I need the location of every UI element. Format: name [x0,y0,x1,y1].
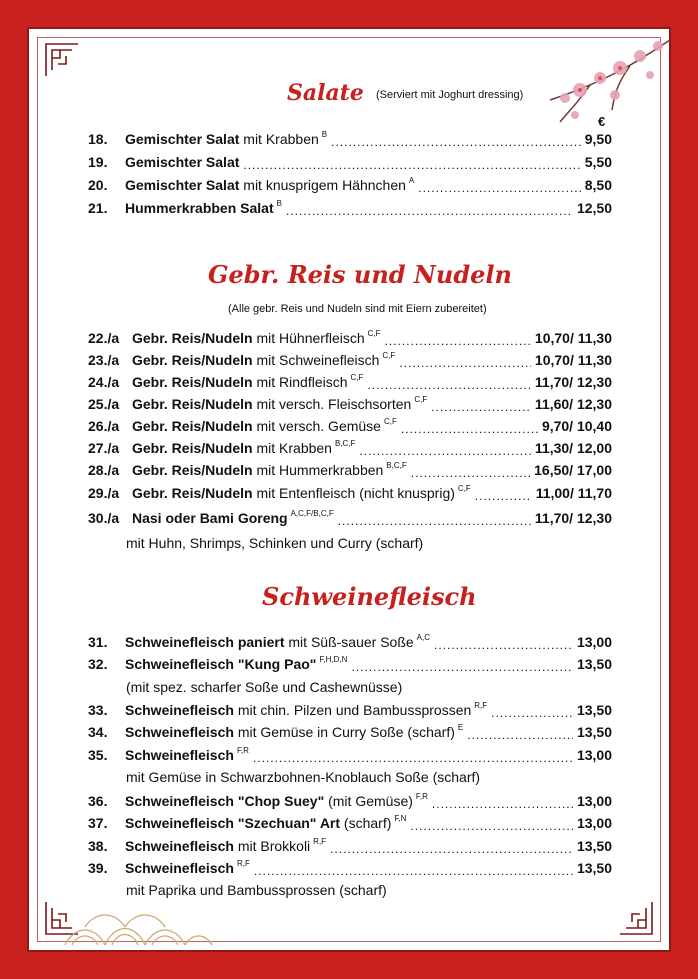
item-name: Gebr. Reis/Nudeln [132,330,253,346]
menu-item-row [88,350,612,370]
menu-item-row [88,438,612,458]
item-name: Schweinefleisch [125,724,234,740]
allergen-codes: A,C [416,633,430,642]
item-price: 16,50/ 17,00 [534,462,612,478]
item-description [132,394,427,414]
item-number: 24./a [88,374,120,390]
item-30-description: mit Huhn, Shrimps, Schinken und Curry (scharf) [126,535,424,551]
item-description [125,745,249,765]
item-price: 11,60/ 12,30 [534,396,612,412]
menu-item-row [88,791,612,811]
menu-item-row [88,745,612,765]
menu-item-row [88,416,612,436]
menu-item-row [88,152,612,172]
dot-leader [351,654,573,674]
allergen-codes: C,F [350,373,364,382]
item-detail: mit Krabben [239,131,319,147]
item-description [125,175,414,195]
item-price: 11,30/ 12,00 [534,440,612,456]
item-description [125,152,239,172]
dot-leader [254,858,573,878]
item-price: 11,70/ 12,30 [534,374,612,390]
dot-leader [253,745,573,765]
item-detail: mit Rindfleisch [252,374,348,390]
item-number: 36. [88,793,108,809]
dot-leader [399,350,531,370]
item-detail: mit Schweinefleisch [252,352,380,368]
dot-leader [432,791,573,811]
dot-leader [286,198,573,218]
item-name: Schweinefleisch "Kung Pao" [125,656,317,672]
item-detail: mit versch. Gemüse [252,418,381,434]
item-price: 13,00 [576,815,612,831]
item-price: 5,50 [584,154,612,170]
section-title-schwein: Schweinefleisch [262,582,477,611]
item-number: 28./a [88,462,120,478]
item-description [132,460,407,480]
item-number: 32. [88,656,108,672]
item-detail: mit Brokkoli [233,838,311,854]
item-detail: (mit Gemüse) [324,793,413,809]
item-price: 13,50 [576,702,612,718]
allergen-codes: A,C,F/B,C,F [290,509,334,518]
item-number: 26./a [88,418,120,434]
item-price: 8,50 [584,177,612,193]
wave-ornament-icon [60,905,220,950]
item-detail: mit Hühnerfleisch [252,330,365,346]
item-name: Gemischter Salat [125,131,240,147]
menu-item-row [88,700,612,720]
item-description [125,813,406,833]
item-name: Gemischter Salat [125,154,240,170]
item-name: Nasi oder Bami Goreng [132,510,288,526]
item-name: Gebr. Reis/Nudeln [132,352,253,368]
allergen-codes: F,N [394,814,407,823]
item-name: Gebr. Reis/Nudeln [132,440,253,456]
menu-item-row [88,722,612,742]
item-description [125,654,347,674]
dot-leader [338,508,531,528]
item-number: 20. [88,177,108,193]
dot-leader [418,175,580,195]
item-name: Schweinefleisch [125,838,234,854]
dot-leader [475,483,532,503]
allergen-codes: F,R [236,746,249,755]
item-number: 37. [88,815,108,831]
item-price: 11,70/ 12,30 [534,510,612,526]
item-price: 13,50 [576,838,612,854]
item-description [125,198,282,218]
item-price: 9,50 [584,131,612,147]
item-number: 38. [88,838,108,854]
item-description [132,416,397,436]
allergen-codes: B,C,F [386,461,407,470]
item-number: 33. [88,702,108,718]
section-note-reis: (Alle gebr. Reis und Nudeln sind mit Eiern zubereitet) [228,303,487,315]
allergen-codes: F,R [415,792,428,801]
currency-label: € [598,114,606,129]
allergen-codes: C,F [382,351,396,360]
item-name: Schweinefleisch [125,702,234,718]
item-name: Gebr. Reis/Nudeln [132,374,253,390]
item-35-description: mit Gemüse in Schwarzbohnen-Knoblauch Soße (scharf) [126,769,481,785]
item-number: 25./a [88,396,120,412]
dot-leader [367,372,531,392]
menu-item-row [88,836,612,856]
menu-item-row [88,483,612,503]
allergen-codes: F,H,D,N [319,655,348,664]
cherry-blossom-icon [520,30,670,130]
item-number: 39. [88,860,108,876]
item-price: 9,70/ 10,40 [541,418,612,434]
item-name: Schweinefleisch "Chop Suey" [125,793,325,809]
section-title-salate: Salate [287,80,364,106]
item-name: Gebr. Reis/Nudeln [132,462,253,478]
item-description [132,350,395,370]
item-detail: mit chin. Pilzen und Bambussprossen [233,702,472,718]
item-description [132,372,363,392]
item-detail: (scharf) [340,815,392,831]
item-number: 35. [88,747,108,763]
item-32-description: (mit spez. scharfer Soße und Cashewnüsse) [126,679,403,695]
dot-leader [330,836,573,856]
menu-item-row [88,460,612,480]
item-detail: mit Gemüse in Curry Soße (scharf) [233,724,455,740]
item-description [132,483,471,503]
item-detail: mit Süß-sauer Soße [284,634,414,650]
dot-leader [243,152,580,172]
item-description [132,328,381,348]
item-name: Schweinefleisch [125,860,234,876]
menu-item-row [88,508,612,528]
allergen-codes: C,F [414,395,428,404]
item-description [125,632,430,652]
item-price: 10,70/ 11,30 [534,330,612,346]
menu-item-row [88,372,612,392]
item-number: 30./a [88,510,120,526]
item-detail: mit Krabben [252,440,332,456]
corner-ornament-icon [618,900,654,936]
dot-leader [411,460,530,480]
menu-item-row [88,632,612,652]
menu-item-row [88,129,612,149]
item-price: 11,00/ 11,70 [535,485,612,501]
dot-leader [434,632,573,652]
item-number: 22./a [88,330,120,346]
item-name: Gebr. Reis/Nudeln [132,485,253,501]
item-detail: mit versch. Fleischsorten [252,396,412,412]
item-number: 27./a [88,440,120,456]
dot-leader [431,394,531,414]
item-39-description: mit Paprika und Bambussprossen (scharf) [126,882,387,898]
allergen-codes: B,C,F [334,439,356,448]
item-name: Schweinefleisch paniert [125,634,285,650]
corner-ornament-icon [44,42,80,78]
item-number: 18. [88,131,108,147]
item-price: 13,50 [576,860,612,876]
allergen-codes: C,F [457,484,471,493]
item-description [132,438,355,458]
item-name: Hummerkrabben Salat [125,200,274,216]
item-detail: mit Entenfleisch (nicht knusprig) [252,485,455,501]
item-number: 31. [88,634,108,650]
item-name: Schweinefleisch "Szechuan" Art [125,815,341,831]
allergen-codes: C,F [383,417,397,426]
item-number: 23./a [88,352,120,368]
item-name: Gemischter Salat [125,177,240,193]
item-price: 10,70/ 11,30 [534,352,612,368]
item-number: 19. [88,154,108,170]
menu-item-row [88,198,612,218]
item-price: 13,00 [576,747,612,763]
allergen-codes: A [408,176,415,185]
menu-item-row [88,328,612,348]
menu-item-row [88,394,612,414]
item-description [125,722,463,742]
item-price: 13,50 [576,724,612,740]
allergen-codes: B [276,199,282,208]
item-price: 13,00 [576,634,612,650]
section-note-salate: (Serviert mit Joghurt dressing) [376,89,524,101]
item-number: 34. [88,724,108,740]
item-number: 29./a [88,485,120,501]
item-name: Gebr. Reis/Nudeln [132,396,253,412]
allergen-codes: R,F [474,701,488,710]
dot-leader [410,813,573,833]
item-price: 12,50 [576,200,612,216]
dot-leader [491,700,573,720]
dot-leader [385,328,531,348]
item-name: Schweinefleisch [125,747,234,763]
allergen-codes: R,F [313,837,327,846]
menu-item-row [88,858,612,878]
item-price: 13,50 [576,656,612,672]
menu-item-row [88,175,612,195]
section-title-reis: Gebr. Reis und Nudeln [208,260,512,289]
item-detail: mit Hummerkrabben [252,462,384,478]
allergen-codes: R,F [236,859,250,868]
dot-leader [401,416,538,436]
item-number: 21. [88,200,108,216]
item-description [125,791,428,811]
item-description [132,508,334,528]
item-description [125,836,326,856]
item-description [125,858,250,878]
dot-leader [331,129,581,149]
menu-item-row [88,654,612,674]
item-price: 13,00 [576,793,612,809]
item-name: Gebr. Reis/Nudeln [132,418,253,434]
dot-leader [359,438,531,458]
allergen-codes: C,F [367,329,381,338]
menu-item-row [88,813,612,833]
dot-leader [467,722,573,742]
item-description [125,129,327,149]
item-detail: mit knusprigem Hähnchen [239,177,406,193]
allergen-codes: E [457,723,464,732]
item-description [125,700,487,720]
allergen-codes: B [321,130,328,139]
